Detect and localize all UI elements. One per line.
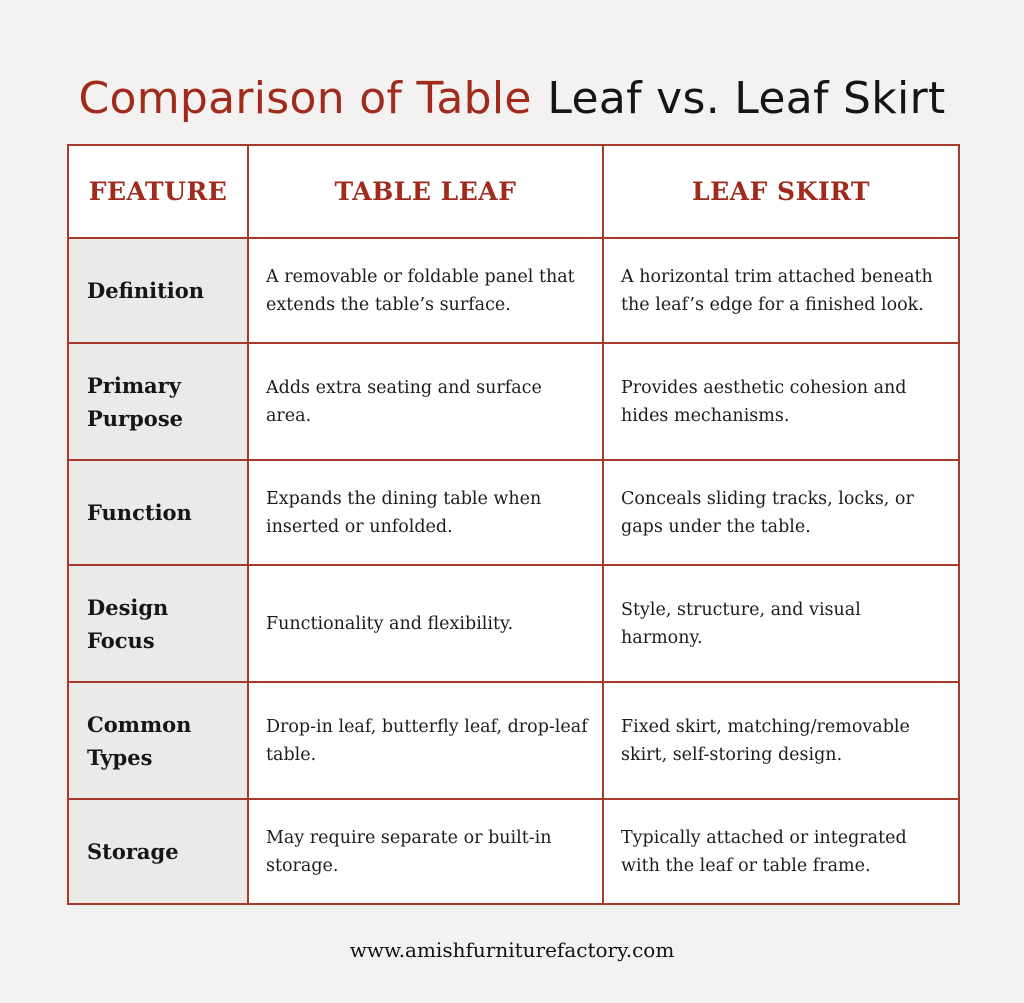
table-leaf-cell: Expands the dining table when inserted or unfolded. bbox=[248, 460, 603, 565]
leaf-skirt-cell: A horizontal trim attached beneath the leaf’s edge for a finished look. bbox=[603, 238, 959, 343]
leaf-skirt-cell: Provides aesthetic cohesion and hides mechanisms. bbox=[603, 343, 959, 460]
title-highlight: Comparison of Table bbox=[78, 73, 532, 125]
table-row bbox=[68, 343, 959, 460]
feature-label: Design Focus bbox=[68, 565, 248, 682]
table-row bbox=[68, 682, 959, 799]
header-row bbox=[68, 145, 959, 238]
table-row bbox=[68, 238, 959, 343]
table-leaf-cell: Functionality and flexibility. bbox=[248, 565, 603, 682]
header-feature: FEATURE bbox=[68, 145, 248, 238]
page-title bbox=[0, 73, 1024, 124]
leaf-skirt-cell: Style, structure, and visual harmony. bbox=[603, 565, 959, 682]
leaf-skirt-cell: Typically attached or integrated with the leaf or table frame. bbox=[603, 799, 959, 904]
title-rest: Leaf vs. Leaf Skirt bbox=[547, 73, 946, 125]
feature-label: Definition bbox=[68, 238, 248, 343]
table-leaf-cell: Drop-in leaf, butterfly leaf, drop-leaf table. bbox=[248, 682, 603, 799]
header-table-leaf: TABLE LEAF bbox=[248, 145, 603, 238]
table-leaf-cell: A removable or foldable panel that extends the table’s surface. bbox=[248, 238, 603, 343]
table-leaf-cell: Adds extra seating and surface area. bbox=[248, 343, 603, 460]
feature-label: Storage bbox=[68, 799, 248, 904]
feature-label: Common Types bbox=[68, 682, 248, 799]
feature-label: Primary Purpose bbox=[68, 343, 248, 460]
table-leaf-cell: May require separate or built-in storage. bbox=[248, 799, 603, 904]
header-leaf-skirt: LEAF SKIRT bbox=[603, 145, 959, 238]
leaf-skirt-cell: Fixed skirt, matching/removable skirt, self-storing design. bbox=[603, 682, 959, 799]
comparison-table bbox=[67, 144, 960, 905]
leaf-skirt-cell: Conceals sliding tracks, locks, or gaps under the table. bbox=[603, 460, 959, 565]
website-url: www.amishfurniturefactory.com bbox=[349, 938, 675, 962]
table-row bbox=[68, 565, 959, 682]
feature-label: Function bbox=[68, 460, 248, 565]
table-row bbox=[68, 460, 959, 565]
table-row bbox=[68, 799, 959, 904]
